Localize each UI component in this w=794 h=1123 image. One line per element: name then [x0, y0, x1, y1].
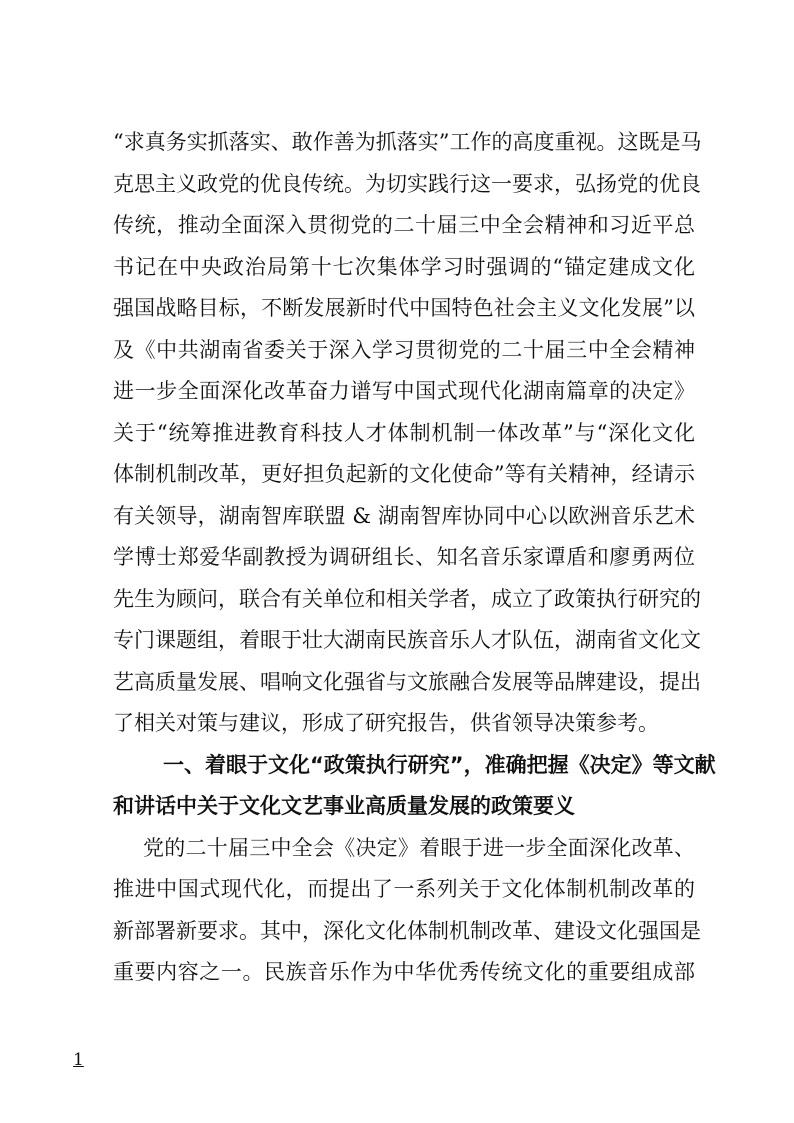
text-line: 先生为顾问，联合有关单位和相关学者，成立了政策执行研究的	[113, 586, 701, 611]
text-line: 传统，推动全面深入贯彻党的二十届三中全会精神和习近平总	[113, 213, 695, 237]
text-line: 书记在中央政治局第十七次集体学习时强调的“锚定建成文化	[113, 254, 695, 279]
text-line: 体制机制改革，更好担负起新的文化使命”等有关精神，经请示	[113, 462, 695, 486]
text-line: 及《中共湖南省委关于深入学习贯彻党的二十届三中全会精神	[113, 337, 695, 362]
text-line: 学博士郑爱华副教授为调研组长、知名音乐家谭盾和廖勇两位	[113, 545, 695, 569]
page-number: 1	[73, 1050, 84, 1070]
section-heading	[113, 745, 716, 828]
text-line: 关于“统筹推进教育科技人才体制机制一体改革”与“深化文化	[113, 420, 695, 445]
text-line: 推进中国式现代化，而提出了一系列关于文化体制机制改革的	[113, 877, 695, 901]
text-line: 党的二十届三中全会《决定》着眼于进一步全面深化改革、	[143, 835, 695, 860]
text-line: 了相关对策与建议，形成了研究报告，供省领导决策参考。	[113, 711, 659, 735]
text-line: “求真务实抓落实、敢作善为抓落实”工作的高度重视。这既是马	[113, 130, 702, 154]
text-line: 强国战略目标，不断发展新时代中国特色社会主义文化发展”以	[113, 296, 695, 320]
paragraph-intro	[113, 122, 702, 745]
text-line: 有关领导，湖南智库联盟 & 湖南智库协同中心以欧洲音乐艺术	[113, 503, 695, 528]
text-line: 进一步全面深化改革奋力谱写中国式现代化湖南篇章的决定》	[113, 379, 695, 403]
heading-line: 和讲话中关于文化文艺事业高质量发展的政策要义	[113, 794, 575, 818]
text-line: 克思主义政党的优良传统。为切实践行这一要求，弘扬党的优良	[113, 171, 701, 196]
text-line: 新部署新要求。其中，深化文化体制机制改革、建设文化强国是	[113, 918, 701, 943]
text-line: 重要内容之一。民族音乐作为中华优秀传统文化的重要组成部	[113, 960, 695, 984]
heading-line: 一、着眼于文化“政策执行研究”，准确把握《决定》等文献	[163, 752, 716, 777]
document-body	[113, 122, 716, 994]
text-line: 艺高质量发展、唱响文化强省与文旅融合发展等品牌建设，提出	[113, 669, 701, 694]
text-line: 专门课题组，着眼于壮大湖南民族音乐人才队伍，湖南省文化文	[113, 628, 701, 652]
paragraph-section-one	[113, 828, 701, 994]
